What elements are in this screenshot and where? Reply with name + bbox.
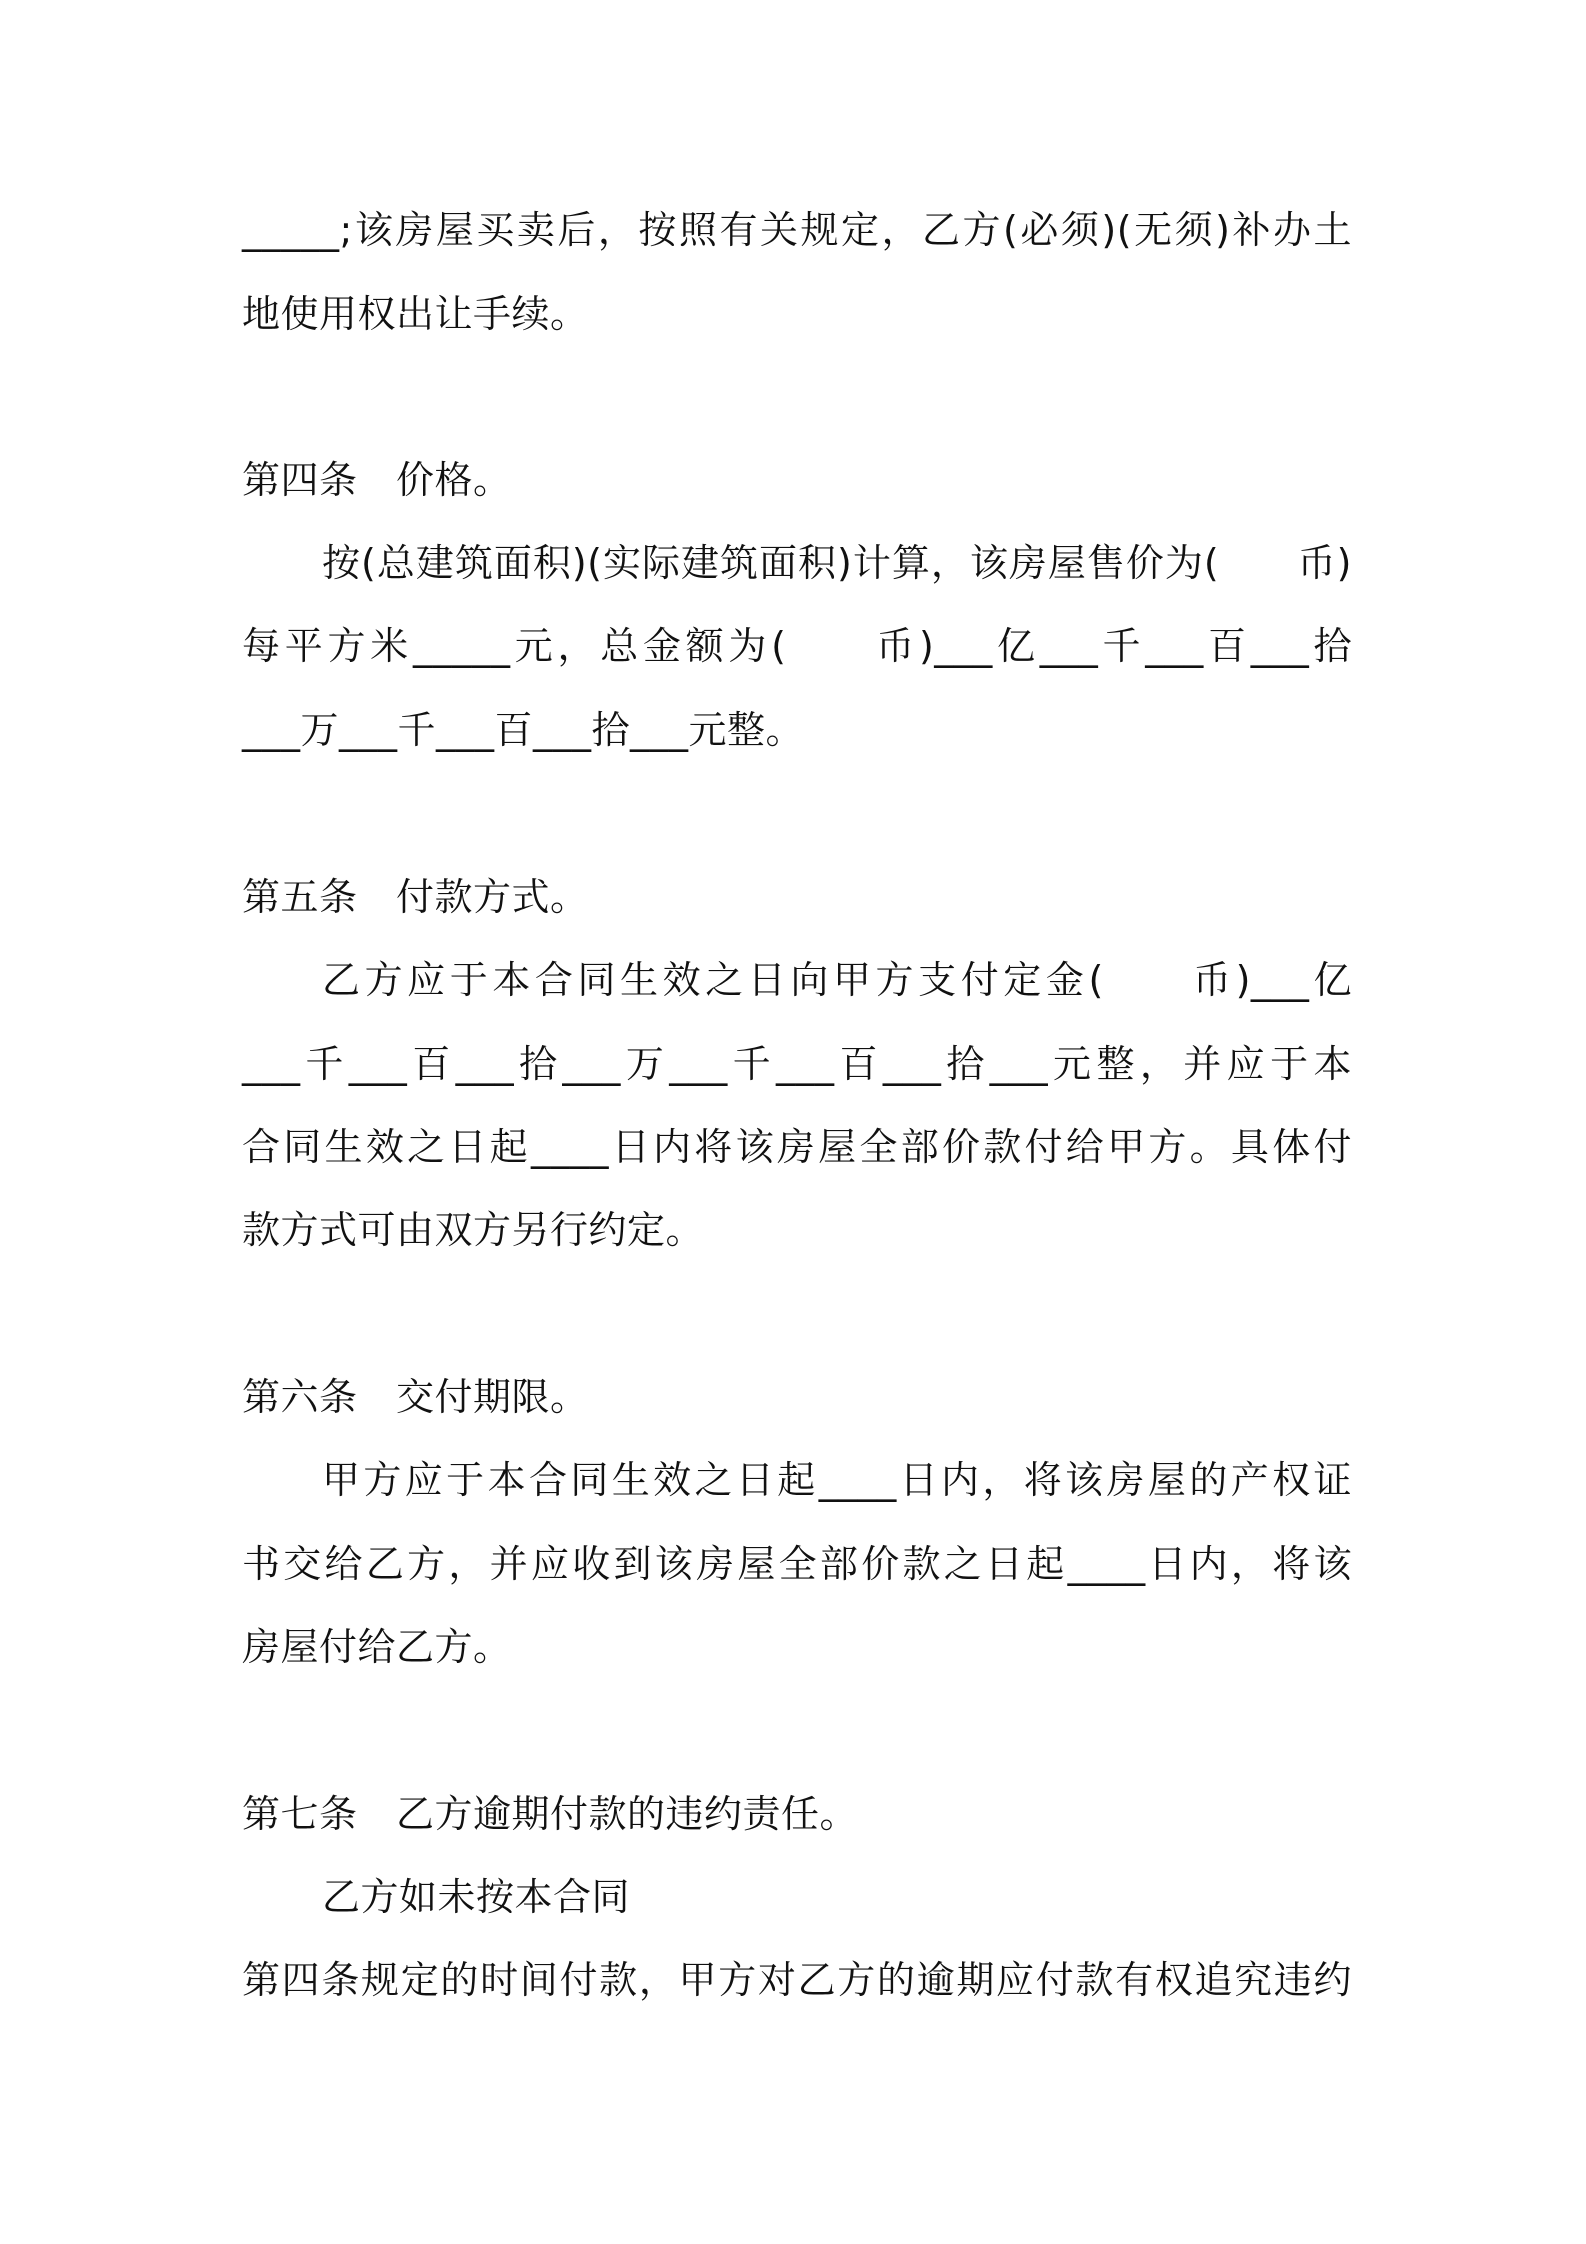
article-4-line-2: 每平方米_____元，总金额为( 币)___亿___千___百___拾: [242, 624, 1352, 668]
article-4-heading: 第四条 价格。: [242, 458, 512, 502]
document-page: [242, 0, 1352, 2244]
article-6-heading: 第六条 交付期限。: [242, 1375, 589, 1419]
intro-line-1: _____;该房屋买卖后，按照有关规定，乙方(必须)(无须)补办土: [242, 208, 1352, 252]
article-5-line-4: 款方式可由双方另行约定。: [242, 1208, 705, 1252]
article-5-line-1: 乙方应于本合同生效之日向甲方支付定金( 币)___亿: [322, 958, 1352, 1002]
intro-line-2: 地使用权出让手续。: [242, 292, 589, 336]
article-4-line-1: 按(总建筑面积)(实际建筑面积)计算，该房屋售价为( 币): [322, 541, 1352, 585]
article-5-line-2: ___千___百___拾___万___千___百___拾___元整，并应于本: [242, 1042, 1352, 1086]
article-6-line-1: 甲方应于本合同生效之日起____日内，将该房屋的产权证: [322, 1458, 1352, 1502]
article-4-line-3: ___万___千___百___拾___元整。: [242, 708, 805, 752]
article-7-line-1: 乙方如未按本合同: [322, 1875, 631, 1919]
article-5-heading: 第五条 付款方式。: [242, 875, 589, 919]
article-6-line-3: 房屋付给乙方。: [242, 1625, 512, 1669]
article-6-line-2: 书交给乙方，并应收到该房屋全部价款之日起____日内，将该: [242, 1542, 1352, 1586]
article-7-heading: 第七条 乙方逾期付款的违约责任。: [242, 1792, 859, 1836]
article-7-line-2: 第四条规定的时间付款，甲方对乙方的逾期应付款有权追究违约: [242, 1958, 1352, 2002]
article-5-line-3: 合同生效之日起____日内将该房屋全部价款付给甲方。具体付: [242, 1125, 1352, 1169]
